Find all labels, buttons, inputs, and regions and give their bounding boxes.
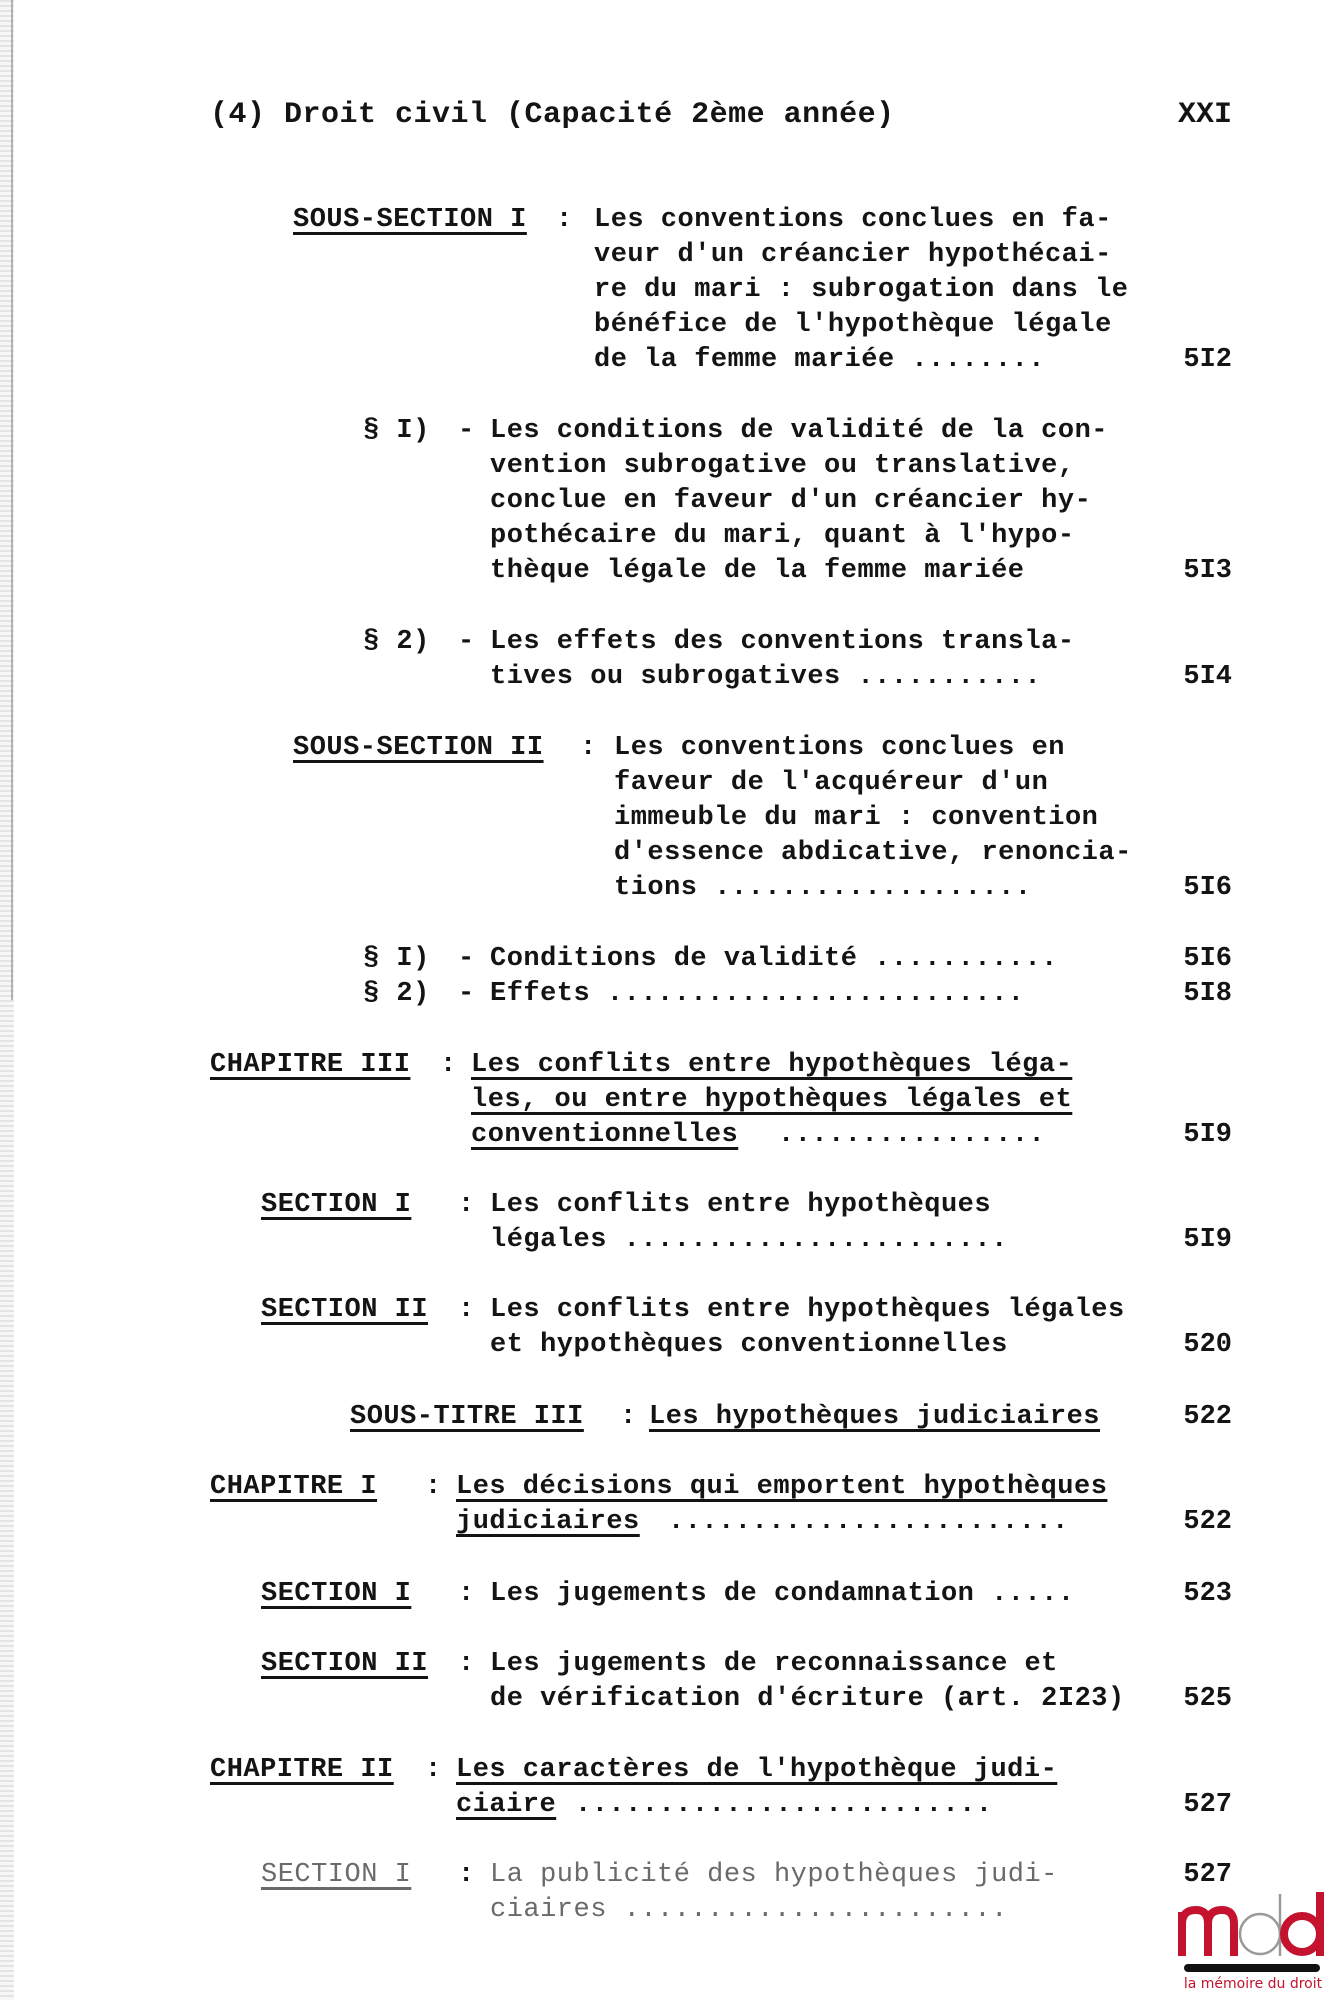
entry-text: d'essence abdicative, renoncia-: [614, 838, 1132, 868]
entry-separator: :: [425, 1755, 442, 1785]
entry-separator: :: [556, 205, 573, 235]
entry-separator: -: [458, 627, 475, 657]
entry-text: Les conflits entre hypothèques légales: [490, 1295, 1125, 1325]
mdd-logo-icon: [1178, 1890, 1328, 1960]
mdd-logo: [1178, 1890, 1328, 2000]
entry-text: Les conflits entre hypothèques léga-: [471, 1050, 1073, 1080]
entry-text: légales .......................: [490, 1225, 1008, 1255]
entry-label: § 2): [363, 979, 430, 1009]
entry-text: Les hypothèques judiciaires: [649, 1402, 1100, 1432]
entry-separator: -: [458, 944, 475, 974]
entry-text: de vérification d'écriture (art. 2I23): [490, 1684, 1125, 1714]
entry-page: 5I6: [1183, 944, 1232, 974]
entry-leader-dots: ........................: [668, 1507, 1069, 1537]
entry-separator: :: [458, 1860, 475, 1890]
entry-page: 5I3: [1183, 556, 1232, 586]
entry-text: Les conventions conclues en fa-: [594, 205, 1112, 235]
entry-page: 523: [1183, 1579, 1232, 1609]
entry-separator: :: [440, 1050, 457, 1080]
entry-text: ciaires .......................: [490, 1895, 1008, 1925]
entry-text: ciaire: [456, 1790, 557, 1820]
entry-text: Effets .........................: [490, 979, 1025, 1009]
entry-page: 520: [1183, 1330, 1232, 1360]
page-number: XXI: [1177, 98, 1232, 132]
entry-text: et hypothèques conventionnelles: [490, 1330, 1008, 1360]
entry-separator: :: [580, 733, 597, 763]
entry-text: La publicité des hypothèques judi-: [490, 1860, 1058, 1890]
entry-label: CHAPITRE II: [210, 1755, 394, 1785]
entry-page: 522: [1183, 1402, 1232, 1432]
entry-page: 5I8: [1183, 979, 1232, 1009]
entry-label: § I): [363, 416, 430, 446]
entry-text: pothécaire du mari, quant à l'hypo-: [490, 521, 1075, 551]
entry-text: immeuble du mari : convention: [614, 803, 1099, 833]
entry-separator: :: [425, 1472, 442, 1502]
entry-label: CHAPITRE III: [210, 1050, 411, 1080]
entry-text: thèque légale de la femme mariée: [490, 556, 1025, 586]
entry-text: Les jugements de reconnaissance et: [490, 1649, 1058, 1679]
entry-separator: :: [458, 1190, 475, 1220]
scan-edge-line: [11, 0, 13, 1000]
entry-page: 527: [1183, 1790, 1232, 1820]
entry-separator: :: [458, 1649, 475, 1679]
entry-separator: -: [458, 979, 475, 1009]
entry-text: re du mari : subrogation dans le: [594, 275, 1129, 305]
entry-text: Conditions de validité ...........: [490, 944, 1058, 974]
entry-label: SECTION I: [261, 1860, 412, 1890]
entry-separator: :: [620, 1402, 637, 1432]
entry-separator: :: [458, 1579, 475, 1609]
entry-text: vention subrogative ou translative,: [490, 451, 1075, 481]
entry-text: Les conflits entre hypothèques: [490, 1190, 992, 1220]
entry-label: § I): [363, 944, 430, 974]
entry-text: tives ou subrogatives ...........: [490, 662, 1042, 692]
entry-text: conclue en faveur d'un créancier hy-: [490, 486, 1092, 516]
entry-text: Les décisions qui emportent hypothèques: [456, 1472, 1108, 1502]
entry-page: 5I6: [1183, 873, 1232, 903]
entry-page: 5I2: [1183, 345, 1232, 375]
entry-text: de la femme mariée ........: [594, 345, 1045, 375]
entry-text: Les conditions de validité de la con-: [490, 416, 1108, 446]
entry-page: 5I9: [1183, 1225, 1232, 1255]
entry-separator: :: [458, 1295, 475, 1325]
entry-page: 525: [1183, 1684, 1232, 1714]
entry-text: judiciaires: [456, 1507, 640, 1537]
entry-text: Les jugements de condamnation .....: [490, 1579, 1075, 1609]
entry-label: CHAPITRE I: [210, 1472, 378, 1502]
entry-text: faveur de l'acquéreur d'un: [614, 768, 1049, 798]
page-title: (4) Droit civil (Capacité 2ème année): [210, 98, 895, 132]
entry-text: veur d'un créancier hypothécai-: [594, 240, 1112, 270]
entry-text: les, ou entre hypothèques légales et: [471, 1085, 1073, 1115]
entry-text: conventionnelles: [471, 1120, 739, 1150]
entry-text: Les caractères de l'hypothèque judi-: [456, 1755, 1058, 1785]
entry-text: Les effets des conventions transla-: [490, 627, 1075, 657]
entry-text: Les conventions conclues en: [614, 733, 1065, 763]
entry-label: SECTION I: [261, 1190, 412, 1220]
entry-label: § 2): [363, 627, 430, 657]
entry-label: SECTION II: [261, 1649, 429, 1679]
entry-label: SOUS-TITRE III: [350, 1402, 584, 1432]
entry-leader-dots: .........................: [575, 1790, 993, 1820]
entry-page: 5I4: [1183, 662, 1232, 692]
logo-tagline: la mémoire du droit: [1183, 1976, 1323, 1992]
entry-label: SOUS-SECTION II: [293, 733, 544, 763]
logo-bar: [1184, 1964, 1320, 1972]
entry-page: 527: [1183, 1860, 1232, 1890]
entry-separator: -: [458, 416, 475, 446]
entry-label: SECTION I: [261, 1579, 412, 1609]
entry-text: tions ...................: [614, 873, 1032, 903]
entry-page: 5I9: [1183, 1120, 1232, 1150]
entry-leader-dots: ................: [778, 1120, 1046, 1150]
entry-label: SOUS-SECTION I: [293, 205, 527, 235]
entry-label: SECTION II: [261, 1295, 429, 1325]
entry-text: bénéfice de l'hypothèque légale: [594, 310, 1112, 340]
entry-page: 522: [1183, 1507, 1232, 1537]
